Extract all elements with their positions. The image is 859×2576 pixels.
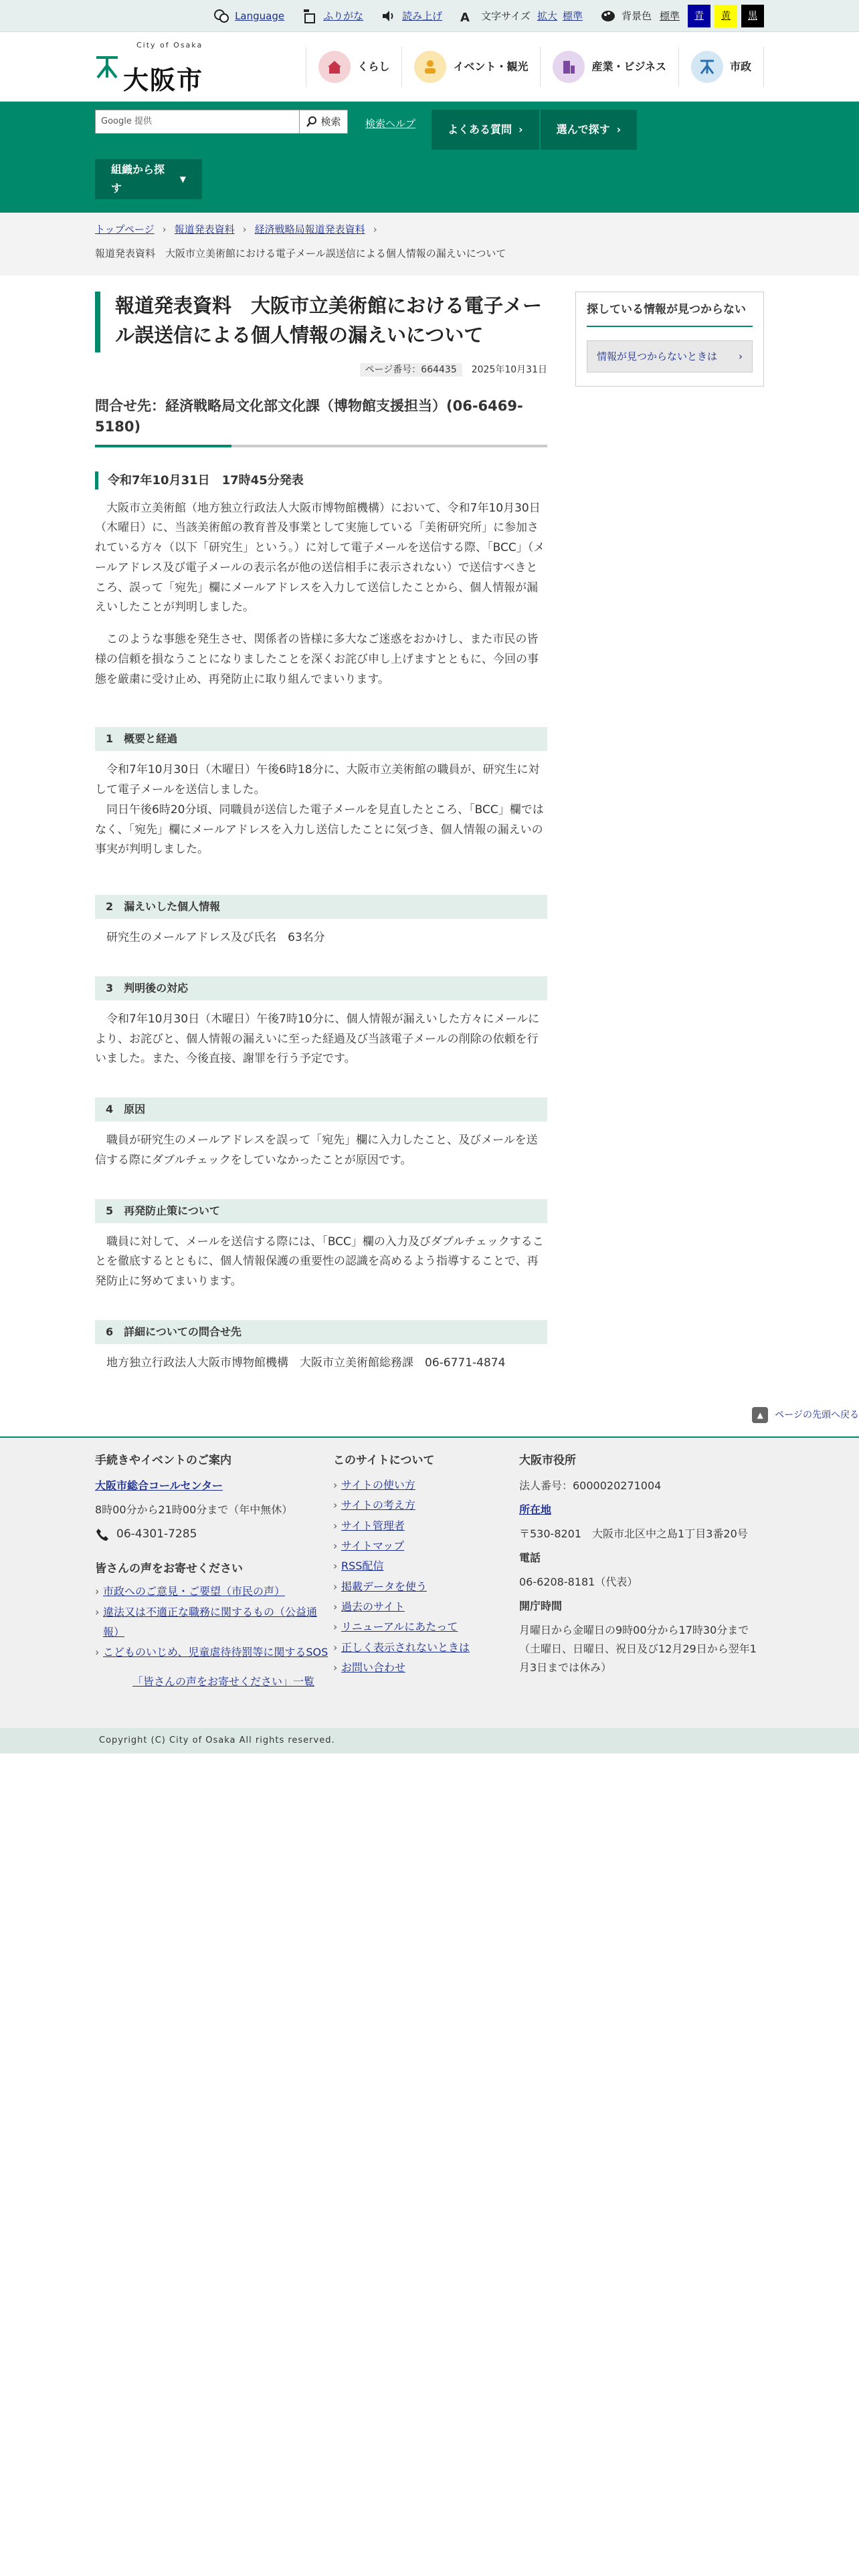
voice-link-item (95, 1582, 333, 1602)
back-to-top[interactable] (190, 1407, 859, 1424)
svg-text:A: A (460, 11, 470, 24)
section-3-heading: 3 判明後の対応 (95, 976, 547, 1000)
search-help-link[interactable]: 検索ヘルプ (365, 118, 416, 130)
section-5-heading: 5 再発防止策について (95, 1199, 547, 1223)
language-item[interactable] (213, 7, 284, 25)
language-link[interactable]: Language (235, 9, 285, 22)
arrow-up-icon: ▲ (752, 1407, 768, 1423)
chevron-right-icon: › (616, 123, 622, 136)
section-2-paragraph: 研究生のメールアドレス及び氏名 63名分 (106, 931, 325, 944)
page-meta (95, 362, 547, 379)
not-found-title: 探している情報が見つからない (587, 300, 753, 327)
cityhall-address: 〒530-8201 大阪市北区中之島1丁目3番20号 (519, 1527, 748, 1540)
voice-list-link[interactable]: 「皆さんの声をお寄せください」一覧 (132, 1675, 315, 1688)
site-link-item (333, 1556, 519, 1576)
section-4-paragraph: 職員が研究生のメールアドレスを誤って「宛先」欄に入力したこと、及びメールを送信する際にダブルチェックをしていなかったことが原因です。 (95, 1134, 538, 1167)
search-input[interactable] (95, 110, 300, 134)
main-area (95, 276, 764, 1374)
furigana-item[interactable] (302, 7, 363, 25)
chevron-right-icon: › (518, 123, 523, 136)
site-footer (0, 1436, 859, 1728)
breadcrumb-top[interactable]: トップページ (95, 223, 155, 235)
breadcrumb-separator: › (373, 223, 377, 235)
voice-link-item (95, 1642, 333, 1662)
site-link[interactable]: リニューアルにあたって (341, 1620, 458, 1634)
site-link[interactable]: サイトの使い方 (341, 1478, 415, 1491)
nav-shisei[interactable] (678, 47, 764, 87)
org-search-button[interactable] (95, 159, 202, 199)
speaker-icon (381, 8, 397, 24)
breadcrumb (0, 213, 859, 276)
not-found-box (575, 292, 764, 387)
section-6-paragraph: 地方独立行政法人大阪市博物館機構 大阪市立美術館総務課 06-6771-4874 (106, 1356, 506, 1370)
font-size-normal-button[interactable]: 標準 (562, 9, 583, 22)
breadcrumb-separator: › (242, 223, 247, 235)
house-icon (318, 51, 351, 83)
not-found-button-label: 情報が見つからないときは (597, 350, 718, 362)
section-1-heading: 1 概要と経過 (95, 727, 547, 751)
palette-icon (600, 8, 616, 24)
section-5-paragraph: 職員に対して、メールを送信する際には、「BCC」欄の入力及びダブルチェックすることを徹底するとともに、個人情報保護の重要性の認識を高めるよう指導することで、再発防止に努めてまいります。 (95, 1235, 544, 1288)
bg-color-item (600, 5, 764, 27)
corporate-number: 法人番号：6000020271004 (519, 1479, 662, 1492)
site-link[interactable]: サイトの考え方 (341, 1499, 415, 1512)
site-link-item (333, 1597, 519, 1617)
font-size-label: 文字サイズ (481, 9, 531, 22)
osaka-city-mark-icon (95, 55, 119, 79)
voice-link-2[interactable]: 違法又は不適正な職務に関するもの（公益通報） (103, 1605, 318, 1639)
intro-paragraph-2: このような事態を発生させ、関係者の皆様に多大なご迷惑をおかけし、また市民の皆様の信頼を損なうことになりましたことを深くお詫び申し上げますとともに、今回の事態を厳粛に受け止め、再発防止に取り組んでまいります。 (95, 633, 539, 686)
global-nav (269, 47, 764, 87)
bg-normal-button[interactable]: 標準 (659, 9, 680, 22)
site-link-item (333, 1475, 519, 1495)
furigana-link[interactable]: ふりがな (323, 9, 364, 22)
site-search (95, 110, 348, 134)
not-found-button[interactable] (587, 340, 753, 372)
footer-col-cityhall (519, 1451, 764, 1691)
chevron-down-icon: ▼ (179, 174, 186, 184)
voice-title: 皆さんの声をお寄せください (95, 1562, 243, 1576)
chevron-right-icon: › (739, 350, 743, 362)
nav-business-label: 産業・ビジネス (591, 60, 666, 73)
font-size-icon (460, 8, 476, 24)
footer-col-site (333, 1451, 519, 1691)
bg-color-label: 背景色 (621, 9, 652, 22)
footer-col-guide (95, 1451, 333, 1691)
voice-link-1[interactable]: 市政へのご意見・ご要望（市民の声） (103, 1585, 286, 1598)
open-hours: 月曜日から金曜日の9時00分から17時30分まで (519, 1623, 749, 1636)
search-button[interactable] (300, 110, 348, 134)
site-link-item (333, 1495, 519, 1515)
furigana-icon (302, 8, 318, 24)
nav-shisei-label: 市政 (729, 60, 751, 73)
phone-icon (95, 1527, 110, 1542)
site-link[interactable]: RSS配信 (341, 1560, 384, 1573)
call-center-link[interactable]: 大阪市総合コールセンター (95, 1479, 223, 1492)
choose-search-button[interactable] (541, 110, 638, 150)
site-link-item (333, 1617, 519, 1637)
site-link-item (333, 1516, 519, 1536)
search-button-label: 検索 (320, 115, 341, 128)
read-aloud-link[interactable]: 読み上げ (402, 9, 443, 22)
page-id: ページ番号：664435 (360, 363, 462, 377)
choose-label: 選んで探す (556, 123, 610, 136)
cityhall-tel: 06-6208-8181（代表） (519, 1575, 638, 1588)
breadcrumb-separator: › (162, 223, 167, 235)
language-icon (213, 8, 229, 24)
back-to-top-label: ページの先頭へ戻る (775, 1409, 859, 1420)
logo-subtitle: City of Osaka (136, 40, 203, 49)
site-logo[interactable] (95, 41, 269, 93)
open-hours-note: （土曜日、日曜日、祝日及び12月29日から翌年1月3日までは休み） (519, 1642, 757, 1674)
site-header (0, 32, 859, 102)
bg-blue-button[interactable]: 青 (688, 5, 710, 27)
section-1-paragraph-2: 同日午後6時20分頃、同職員が送信した電子メールを見直したところ、「BCC」欄ではなく、「宛先」欄にメールアドレスを入力し送信したことに気づき、個人情報の漏えいの事実が判明しました。 (95, 802, 544, 857)
sidebar (575, 292, 764, 1374)
footer-guide-title: 手続きやイベントのご案内 (95, 1454, 231, 1467)
section-6-heading: 6 詳細についての問合せ先 (95, 1320, 547, 1344)
tel-label: 電話 (519, 1551, 541, 1564)
breadcrumb-current: 報道発表資料 大阪市立美術館における電子メール誤送信による個人情報の漏えいについて (95, 247, 506, 260)
people-icon (414, 51, 446, 83)
copyright: Copyright (C) City of Osaka All rights reserved. (99, 1735, 335, 1745)
bg-yellow-button[interactable]: 黄 (714, 5, 737, 27)
breadcrumb-press[interactable]: 報道発表資料 (174, 223, 235, 235)
page-date: 2025年10月31日 (471, 364, 547, 375)
site-link-item (333, 1577, 519, 1597)
cityhall-title: 大阪市役所 (519, 1454, 576, 1467)
logo-title: 大阪市 (123, 65, 204, 95)
article (95, 292, 547, 1374)
faq-button[interactable] (432, 110, 539, 150)
read-aloud-item[interactable] (381, 7, 442, 25)
search-icon (306, 116, 318, 128)
nav-event-label: イベント・観光 (453, 60, 529, 73)
section-1-paragraph-1: 令和7年10月30日（木曜日）午後6時18分に、大阪市立美術館の職員が、研究生に対して電子メールを送信しました。 (95, 763, 540, 796)
nav-event[interactable] (401, 47, 540, 87)
nav-kurashi-label: くらし (357, 60, 390, 73)
site-link[interactable]: 過去のサイト (341, 1600, 405, 1614)
building-icon (553, 51, 585, 83)
footer-site-title: このサイトについて (333, 1454, 435, 1467)
section-2-heading: 2 漏えいした個人情報 (95, 895, 547, 919)
faq-label: よくある質問 (448, 123, 512, 136)
bg-black-button[interactable]: 黒 (741, 5, 764, 27)
voice-link-3[interactable]: こどものいじめ、児童虐待待罰等に関するSOS (103, 1646, 328, 1659)
call-center-hours: 8時00分から21時00分まで（年中無休） (95, 1503, 293, 1516)
copyright-bar (0, 1728, 859, 1753)
site-link[interactable]: サイトマップ (341, 1539, 405, 1552)
site-link[interactable]: 掲載データを使う (341, 1580, 427, 1593)
site-link-item (333, 1638, 519, 1658)
site-link[interactable]: 正しく表示されないときは (341, 1640, 470, 1654)
breadcrumb-bureau[interactable]: 経済戦略局報道発表資料 (254, 223, 365, 235)
font-size-item (460, 7, 583, 25)
location-link[interactable]: 所在地 (519, 1503, 552, 1516)
section-4-heading: 4 原因 (95, 1097, 547, 1121)
call-center-tel: 06-4301-7285 (116, 1527, 197, 1541)
section-3-paragraph: 令和7年10月30日（木曜日）午後7時10分に、個人情報が漏えいした方々にメールにより、お詫びと、個人情報の漏えいに至った経過及び当該電子メールの削除の依頼を行いました。また、今後直接、謝罪を行う予定です。 (95, 1012, 540, 1066)
voice-link-item (95, 1602, 333, 1643)
site-link[interactable]: サイト管理者 (341, 1519, 405, 1532)
page-title: 報道発表資料 大阪市立美術館における電子メール誤送信による個人情報の漏えいについて (95, 292, 547, 352)
nav-business[interactable] (540, 47, 678, 87)
search-placeholder: Google 提供 (101, 116, 152, 126)
site-link-item (333, 1658, 519, 1678)
search-nav-bar (0, 102, 859, 213)
site-link-item (333, 1536, 519, 1556)
nav-kurashi[interactable] (306, 47, 401, 87)
org-label: 組織から探す (111, 163, 165, 195)
intro-paragraph-1: 大阪市立美術館（地方独立行政法人大阪市博物館機構）において、令和7年10月30日（木曜日）に、当該美術館の教育普及事業として実施している「美術研究所」に参加されている方々（以下「研究生」という。）に対して電子メールを送信する際、「BCC」（メールアドレス及び電子メールの表示名が他の送信相手に表示されない）で送信すべきところ、誤って「宛先」欄にメールアドレスを入力して送信したことから、個人情報が漏えいしたことが判明しました。 (95, 501, 545, 615)
release-time-heading: 令和7年10月31日 17時45分発表 (95, 471, 547, 490)
font-size-large-button[interactable]: 拡大 (537, 9, 557, 22)
site-link[interactable]: お問い合わせ (341, 1661, 406, 1675)
utility-bar (0, 0, 859, 32)
contact-heading: 問合せ先：経済戦略局文化部文化課（博物館支援担当）(06-6469-5180) (95, 379, 547, 447)
city-mark-icon (691, 51, 723, 83)
open-hours-label: 開庁時間 (519, 1599, 563, 1612)
